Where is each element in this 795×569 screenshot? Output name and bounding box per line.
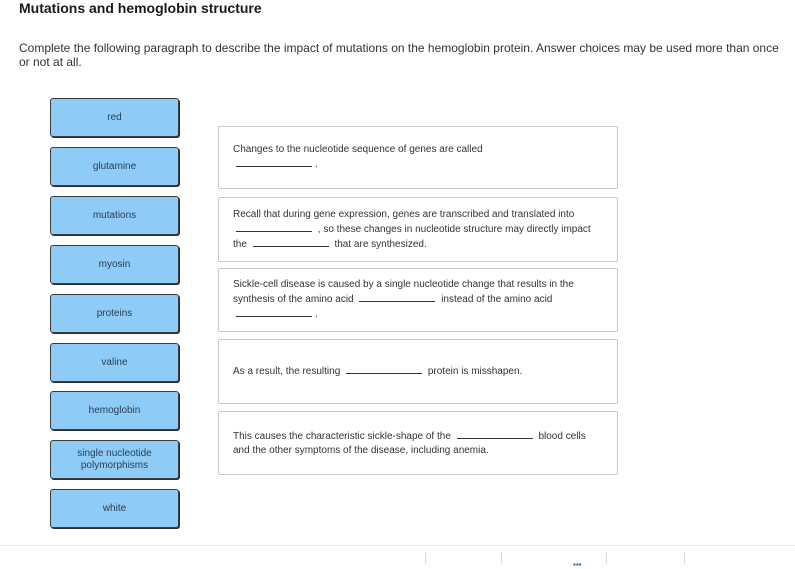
- choice-label: myosin: [98, 258, 131, 270]
- choice-tile-white[interactable]: [50, 489, 179, 528]
- choice-label: valine: [101, 356, 128, 368]
- choice-label: proteins: [96, 307, 133, 319]
- footer-separator: [501, 552, 502, 564]
- choice-label: mutations: [92, 209, 137, 221]
- choice-tile-myosin[interactable]: [50, 245, 179, 284]
- sentence-card-2: [218, 197, 618, 262]
- choice-label: red: [107, 111, 122, 123]
- sentence-text: that are synthesized.: [334, 238, 427, 250]
- footer-separator: [606, 552, 607, 564]
- sentence-card-3: [218, 268, 618, 332]
- choice-label: white: [102, 502, 127, 514]
- drop-blank[interactable]: [236, 222, 312, 232]
- sentence-text: Changes to the nucleotide sequence of genes are called: [233, 144, 483, 155]
- choice-tile-mutations[interactable]: [50, 196, 179, 235]
- drop-blank[interactable]: [346, 364, 422, 374]
- page-title: Mutations and hemoglobin structure: [19, 0, 262, 16]
- instructions: Complete the following paragraph to describe the impact of mutations on the hemoglobin protein. Answer choices may be used more than once or not at all.: [19, 41, 779, 69]
- drop-blank[interactable]: [236, 307, 312, 317]
- footer-separator: [684, 552, 685, 564]
- sentence-text: .: [315, 159, 318, 170]
- drop-blank[interactable]: [253, 237, 329, 247]
- sentence-text: As a result, the resulting: [233, 366, 341, 377]
- sentence-text: This causes the characteristic sickle-shape of the: [233, 430, 451, 442]
- sentence-text: Sickle-cell disease is caused by a single nucleotide change that results in the synthesis of the amino acid: [233, 279, 574, 305]
- sentence-card-4: [218, 339, 618, 404]
- grid-icon[interactable]: ▪▪▪: [573, 560, 582, 569]
- choice-tile-glutamine[interactable]: [50, 147, 179, 186]
- sentence-text: blood cells and the other symptoms of the disease, including anemia.: [233, 430, 586, 456]
- sentence-text: instead of the amino acid: [441, 294, 553, 305]
- sentence-text: , so these changes in nucleotide structure may directly impact the: [233, 223, 591, 250]
- footer-divider: [0, 545, 795, 546]
- choice-tile-red[interactable]: [50, 98, 179, 137]
- sentence-text: protein is misshapen.: [427, 366, 523, 377]
- sentence-card-5: [218, 411, 618, 475]
- drop-blank[interactable]: [236, 157, 312, 167]
- sentence-text: Recall that during gene expression, genes are transcribed and translated into: [233, 208, 575, 220]
- choice-label: single nucleotide polymorphisms: [77, 447, 152, 471]
- choice-label: hemoglobin: [88, 404, 141, 416]
- drop-blank[interactable]: [359, 292, 435, 302]
- choice-tile-hemoglobin[interactable]: [50, 391, 179, 430]
- choice-label: glutamine: [92, 160, 137, 172]
- choice-tile-single-nucleotide-polymorphisms[interactable]: [50, 440, 179, 479]
- sentence-card-1: [218, 126, 618, 189]
- footer-separator: [425, 552, 426, 564]
- drop-blank[interactable]: [457, 429, 533, 439]
- choice-tile-valine[interactable]: [50, 343, 179, 382]
- sentence-text: .: [315, 309, 318, 320]
- choice-tile-proteins[interactable]: [50, 294, 179, 333]
